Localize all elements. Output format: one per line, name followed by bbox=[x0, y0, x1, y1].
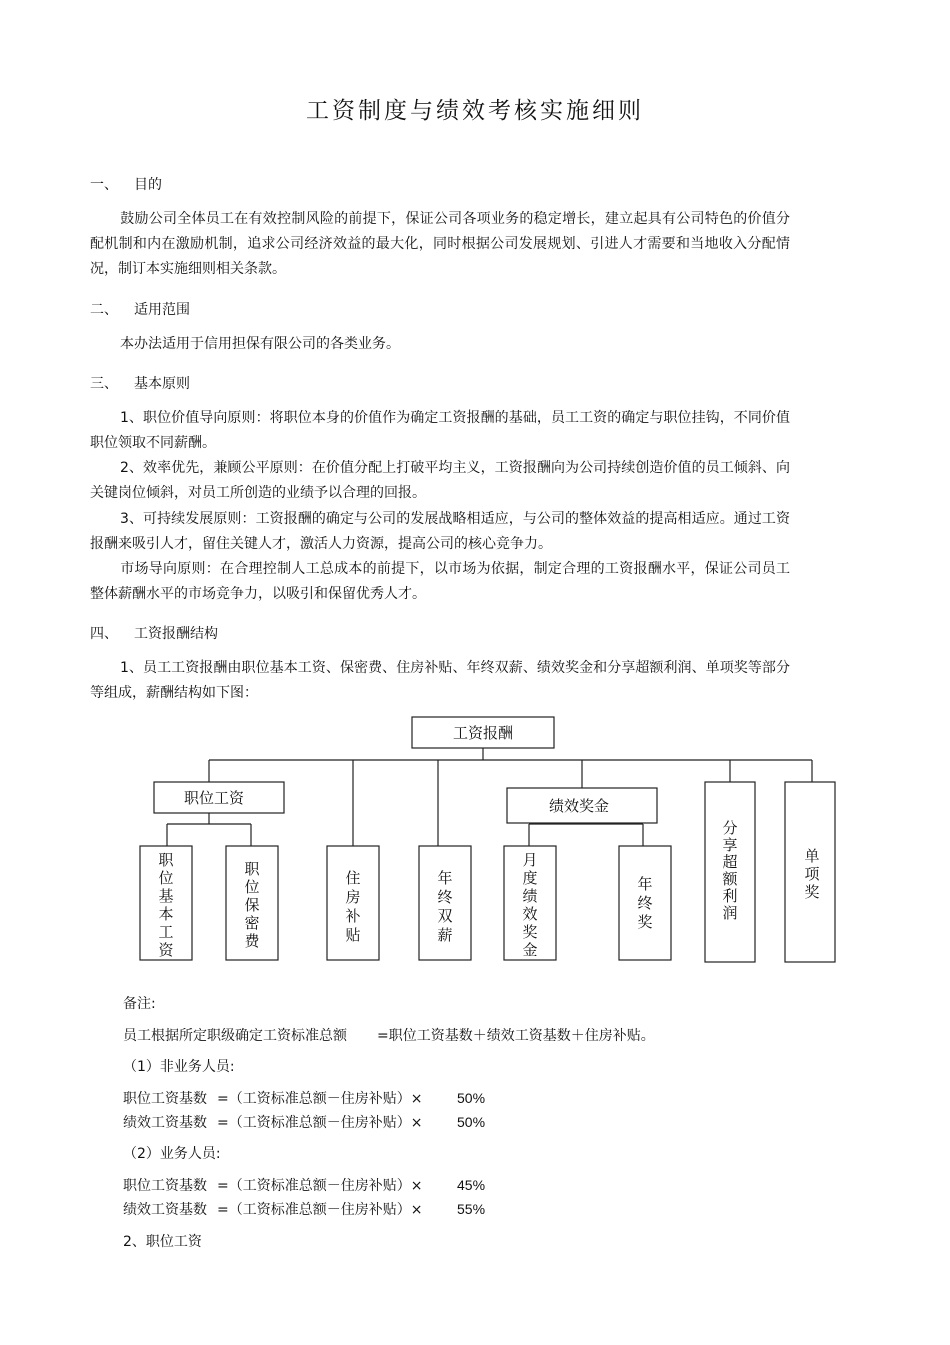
section-title: 基本原则 bbox=[134, 376, 190, 392]
section-number: 四、 bbox=[90, 626, 118, 642]
formula-expression: =（工资标准总额－住房补贴）× bbox=[217, 1091, 423, 1107]
group-label-performance-bonus: 绩效奖金 bbox=[548, 797, 610, 815]
total-formula-left: 员工根据所定职级确定工资标准总额 bbox=[123, 1028, 347, 1044]
next-section-heading: 2、职位工资 bbox=[123, 1234, 202, 1250]
root-label: 工资报酬 bbox=[452, 724, 514, 742]
paragraph-text: 本办法适用于信用担保有限公司的各类业务。 bbox=[120, 336, 400, 352]
formula-expression: =（工资标准总额－住房补贴）× bbox=[217, 1202, 423, 1218]
formula-label: 绩效工资基数 bbox=[123, 1115, 207, 1131]
leaf-label-year-end-bonus: 年终奖 bbox=[637, 875, 653, 931]
section-number: 三、 bbox=[90, 376, 118, 392]
document-title: 工资制度与绩效考核实施细则 bbox=[306, 98, 644, 124]
section-title: 工资报酬结构 bbox=[134, 626, 218, 642]
formula-percent: 50% bbox=[457, 1090, 486, 1106]
formula-label: 职位工资基数 bbox=[123, 1178, 207, 1194]
total-formula bbox=[123, 1025, 655, 1045]
formula-row bbox=[123, 1088, 485, 1108]
section-number: 一、 bbox=[90, 177, 118, 193]
leaf-label-housing-allowance: 住房补贴 bbox=[345, 869, 361, 944]
formula-percent: 45% bbox=[457, 1177, 486, 1193]
section-number: 二、 bbox=[90, 302, 118, 318]
notes-label: 备注: bbox=[123, 996, 156, 1012]
formula-row bbox=[123, 1112, 485, 1132]
leaf-label-monthly-performance-bonus: 月度绩效奖金 bbox=[522, 851, 538, 959]
section-title: 适用范围 bbox=[134, 302, 190, 318]
formula-row bbox=[123, 1199, 485, 1219]
formula-label: 职位工资基数 bbox=[123, 1091, 207, 1107]
leaf-label-year-end-double-pay: 年终双薪 bbox=[437, 869, 453, 944]
formula-expression: =（工资标准总额－住房补贴）× bbox=[217, 1115, 423, 1131]
leaf-label-special-award: 单项奖 bbox=[804, 847, 820, 901]
total-formula-right: =职位工资基数＋绩效工资基数＋住房补贴。 bbox=[377, 1028, 655, 1044]
paragraph-text: 市场导向原则：在合理控制人工总成本的前提下，以市场为依据，制定合理的工资报酬水平，保证公司员工整体薪酬水平的市场竞争力，以吸引和保留优秀人才。 bbox=[90, 561, 790, 602]
formula-percent: 55% bbox=[457, 1201, 486, 1217]
paragraph-text: 1、员工工资报酬由职位基本工资、保密费、住房补贴、年终双薪、绩效奖金和分享超额利润、单项奖等部分等组成，薪酬结构如下图： bbox=[90, 660, 790, 701]
formula-label: 绩效工资基数 bbox=[123, 1202, 207, 1218]
formula-expression: =（工资标准总额－住房补贴）× bbox=[217, 1178, 423, 1194]
section-title: 目的 bbox=[134, 177, 162, 193]
non-business-staff-label: （1）非业务人员: bbox=[123, 1059, 235, 1075]
paragraph-text: 3、可持续发展原则：工资报酬的确定与公司的发展战略相适应，与公司的整体效益的提高相适应。通过工资报酬来吸引人才，留住关键人才，激活人力资源，提高公司的核心竞争力。 bbox=[90, 511, 790, 552]
formula-percent: 50% bbox=[457, 1114, 486, 1130]
leaf-label-position-confidentiality-fee: 职位保密费 bbox=[244, 860, 260, 950]
paragraph-text: 1、职位价值导向原则：将职位本身的价值作为确定工资报酬的基础，员工工资的确定与职位挂钩，不同价值职位领取不同薪酬。 bbox=[90, 410, 790, 451]
formula-row bbox=[123, 1175, 485, 1195]
business-staff-label: （2）业务人员: bbox=[123, 1146, 221, 1162]
group-label-position-salary: 职位工资 bbox=[183, 789, 245, 807]
paragraph-text: 鼓励公司全体员工在有效控制风险的前提下，保证公司各项业务的稳定增长，建立起具有公司特色的价值分配机制和内在激励机制，追求公司经济效益的最大化，同时根据公司发展规划、引进人才需要和当地收入分配情况，制订本实施细则相关条款。 bbox=[90, 211, 790, 277]
paragraph-text: 2、效率优先，兼顾公平原则：在价值分配上打破平均主义，工资报酬向为公司持续创造价值的员工倾斜、向关键岗位倾斜，对员工所创造的业绩予以合理的回报。 bbox=[90, 460, 790, 501]
leaf-label-position-base-salary: 职位基本工资 bbox=[158, 851, 174, 959]
leaf-label-excess-profit-sharing: 分享超额利润 bbox=[722, 819, 738, 922]
